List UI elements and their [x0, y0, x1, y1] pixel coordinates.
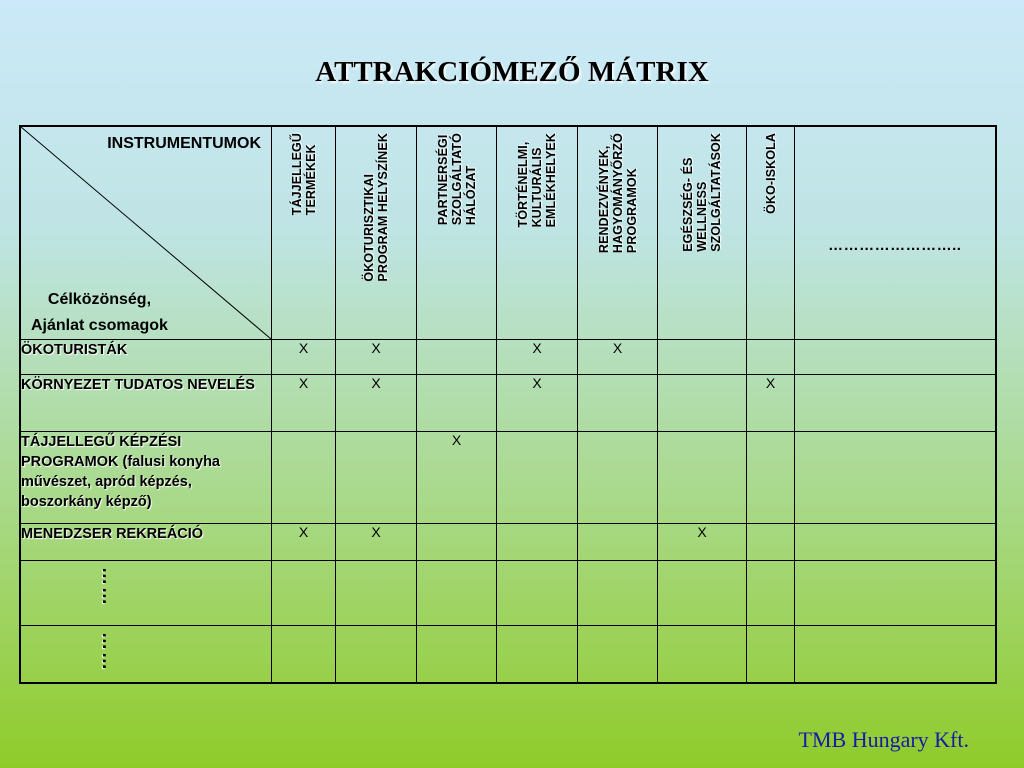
matrix-cell [658, 626, 747, 683]
matrix-cell [417, 626, 497, 683]
column-header [497, 126, 578, 340]
matrix-cell [578, 432, 658, 524]
column-header-label: PARTNERSÉGI SZOLGÁLTATÓ HÁLÓZAT [435, 133, 478, 226]
header-row [20, 126, 996, 340]
matrix-cell [795, 524, 996, 561]
matrix-cell [747, 524, 795, 561]
matrix-cell [795, 432, 996, 524]
corner-cell [20, 126, 272, 340]
matrix-cell: X [578, 340, 658, 375]
matrix-cell [497, 432, 578, 524]
matrix-cell [747, 340, 795, 375]
matrix-cell [578, 524, 658, 561]
matrix-cell [497, 561, 578, 626]
row-label [20, 432, 272, 524]
column-header-label: ÖKOTURISZTIKAI PROGRAM HELYSZÍNEK [362, 133, 390, 282]
table-row [20, 524, 996, 561]
instruments-label: INSTRUMENTUMOK [107, 135, 261, 152]
column-header-label: EGÉSZSÉG- ÉS WELLNESS SZOLGÁLTATÁSOK [681, 133, 723, 252]
row-label-dots: …… [99, 567, 119, 607]
row-label-dots: …… [99, 632, 119, 672]
matrix-cell: X [336, 340, 417, 375]
column-header [272, 126, 336, 340]
table-row [20, 375, 996, 432]
audience-label: Célközönség, Ajánlat csomagok [31, 291, 168, 334]
matrix-cell [336, 561, 417, 626]
matrix-cell: X [658, 524, 747, 561]
company-footer: TMB Hungary Kft. [798, 727, 969, 752]
page-title: ATTRAKCIÓMEZŐ MÁTRIX [315, 56, 709, 88]
matrix-cell [272, 626, 336, 683]
matrix-cell [747, 626, 795, 683]
matrix-cell [795, 561, 996, 626]
row-label-text: TÁJJELLEGŰ KÉPZÉSI PROGRAMOK (falusi konyha művészet, apród képzés, boszorkány képző) [21, 434, 220, 510]
matrix-cell [658, 340, 747, 375]
row-label-text: KÖRNYEZET TUDATOS NEVELÉS [21, 377, 255, 393]
matrix-cell [336, 432, 417, 524]
matrix-cell: X [747, 375, 795, 432]
matrix-cell [795, 375, 996, 432]
matrix-cell [497, 626, 578, 683]
extra-column-dots: …………………….. [828, 237, 962, 254]
matrix-cell [417, 375, 497, 432]
row-label [20, 524, 272, 561]
row-label [20, 561, 272, 626]
column-header-extra [795, 126, 996, 340]
attraction-matrix [19, 125, 997, 684]
column-header-label: RENDEZVÉNYEK, HAGYOMÁNYŐRZŐ PROGRAMOK [596, 133, 639, 254]
matrix-cell: X [497, 340, 578, 375]
matrix-cell [336, 626, 417, 683]
matrix-cell [578, 561, 658, 626]
column-header-label: ÖKO-ISKOLA [763, 133, 778, 214]
matrix-cell [658, 375, 747, 432]
table-row [20, 340, 996, 375]
column-header-label: TÖRTÉNELMI, KULTURÁLIS EMLÉKHELYEK [516, 133, 558, 228]
matrix-cell [747, 561, 795, 626]
table-row [20, 432, 996, 524]
matrix-cell [578, 626, 658, 683]
table-row [20, 561, 996, 626]
matrix-cell: X [497, 375, 578, 432]
matrix-cell [272, 561, 336, 626]
matrix-cell: X [272, 340, 336, 375]
matrix-cell [658, 432, 747, 524]
matrix-cell: X [336, 375, 417, 432]
row-label-text: ÖKOTURISTÁK [21, 342, 128, 358]
matrix-cell: X [272, 524, 336, 561]
matrix-cell: X [272, 375, 336, 432]
matrix-cell [795, 340, 996, 375]
column-header-label: TÁJJELLEGŰ TERMÉKEK [289, 133, 318, 216]
matrix-cell [795, 626, 996, 683]
row-label [20, 626, 272, 683]
table-row [20, 626, 996, 683]
matrix-cell [417, 340, 497, 375]
row-label [20, 340, 272, 375]
row-label [20, 375, 272, 432]
matrix-cell [497, 524, 578, 561]
column-header [578, 126, 658, 340]
matrix-cell: X [417, 432, 497, 524]
column-header [417, 126, 497, 340]
column-header [747, 126, 795, 340]
matrix-cell [272, 432, 336, 524]
matrix-cell: X [336, 524, 417, 561]
matrix-cell [658, 561, 747, 626]
matrix-cell [747, 432, 795, 524]
matrix-cell [578, 375, 658, 432]
matrix-cell [417, 524, 497, 561]
column-header [658, 126, 747, 340]
matrix-cell [417, 561, 497, 626]
column-header [336, 126, 417, 340]
row-label-text: MENEDZSER REKREÁCIÓ [21, 526, 204, 542]
